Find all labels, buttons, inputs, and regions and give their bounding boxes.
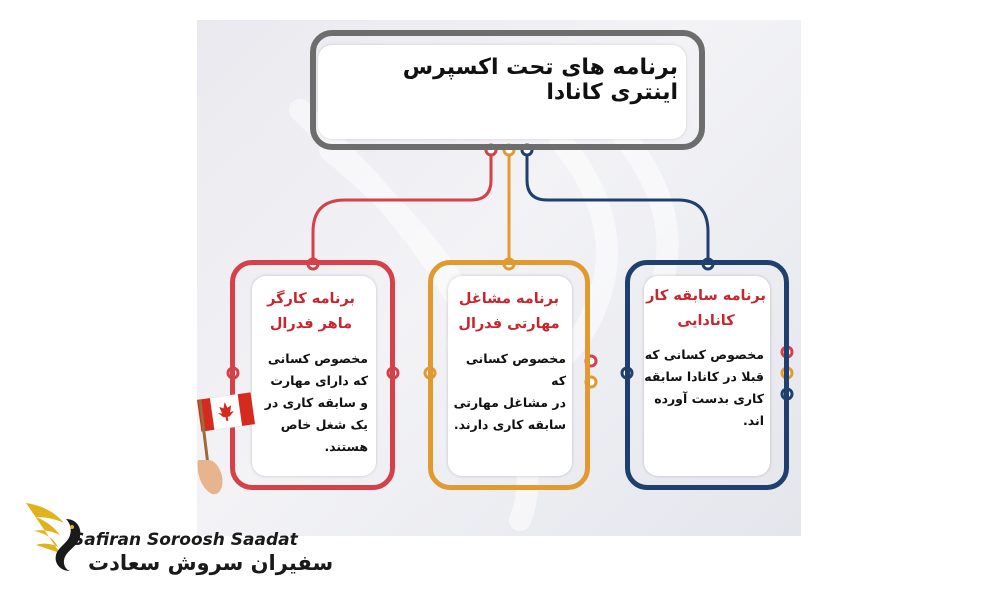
- card-title-canadian-experience: برنامه سابقه کار کانادایی: [646, 288, 766, 329]
- card-title-skilled-worker: برنامه کارگر ماهر فدرال: [267, 291, 355, 332]
- canada-flag-illustration: [190, 390, 260, 505]
- card-body-canadian-experience: مخصوص کسانی که قبلا در کانادا سابقه کاری بدست آورده اند.: [644, 347, 764, 428]
- logo-latin-text: Safiran Soroosh Saadat: [72, 530, 298, 550]
- diagram-title: برنامه های تحت اکسپرس اینتری کانادا: [402, 55, 678, 105]
- card-body-skilled-worker: مخصوص کسانی که دارای مهارت و سابقه کاری در یک شغل خاص هستند.: [264, 351, 368, 454]
- card-title-skilled-trades: برنامه مشاغل مهارتی فدرال: [458, 291, 560, 332]
- logo-persian-text: سفیران سروش سعادت: [88, 551, 334, 575]
- card-body-skilled-trades: مخصوص کسانی که در مشاغل مهارتی سابقه کاری دارند.: [453, 351, 566, 432]
